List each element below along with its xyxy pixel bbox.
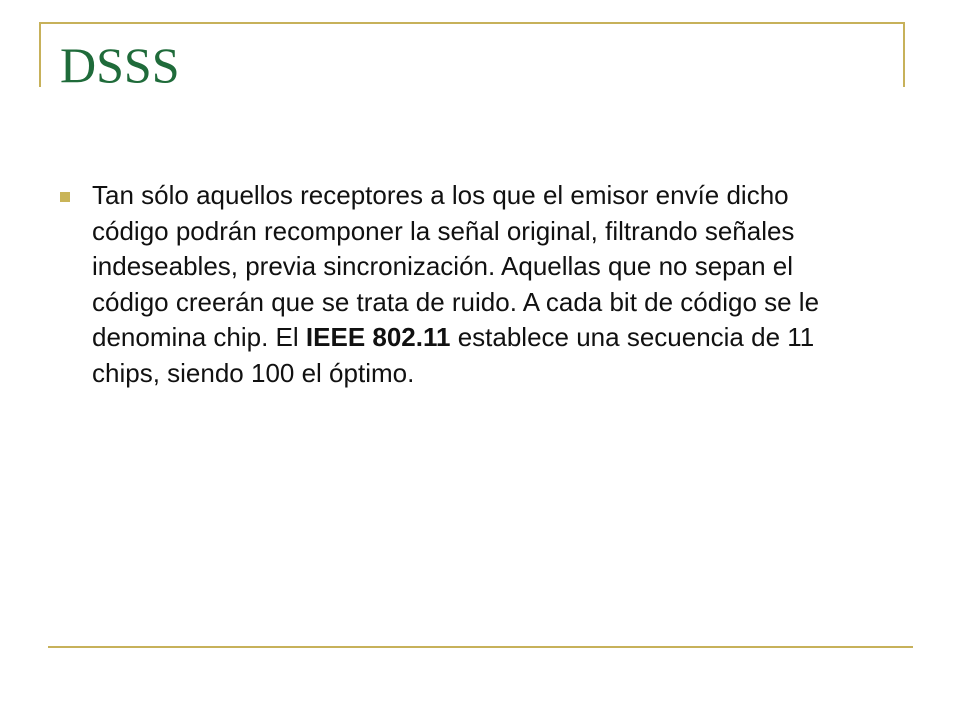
bullet-text-after: establece una secuencia de 11 chips, siendo 100 el óptimo. (92, 322, 815, 388)
top-right-vertical-rule (903, 22, 905, 87)
bottom-horizontal-rule (48, 646, 913, 648)
slide-title: DSSS (60, 37, 180, 93)
bullet-item (60, 178, 850, 391)
bullet-list (60, 178, 850, 391)
top-left-vertical-rule (39, 22, 41, 87)
bullet-text-before: Tan sólo aquellos receptores a los que el emisor envíe dicho código podrán recomponer la señal original, filtrando señales indeseables, previa sincronización. Aquellas que no sepan el código creerán que se trata de ruido. A cada bit de código se le denomina chip. El (92, 180, 820, 352)
top-horizontal-rule (39, 22, 905, 24)
square-bullet-icon (60, 192, 70, 202)
bullet-text (92, 178, 850, 391)
bullet-text-bold: IEEE 802.11 (305, 322, 451, 352)
